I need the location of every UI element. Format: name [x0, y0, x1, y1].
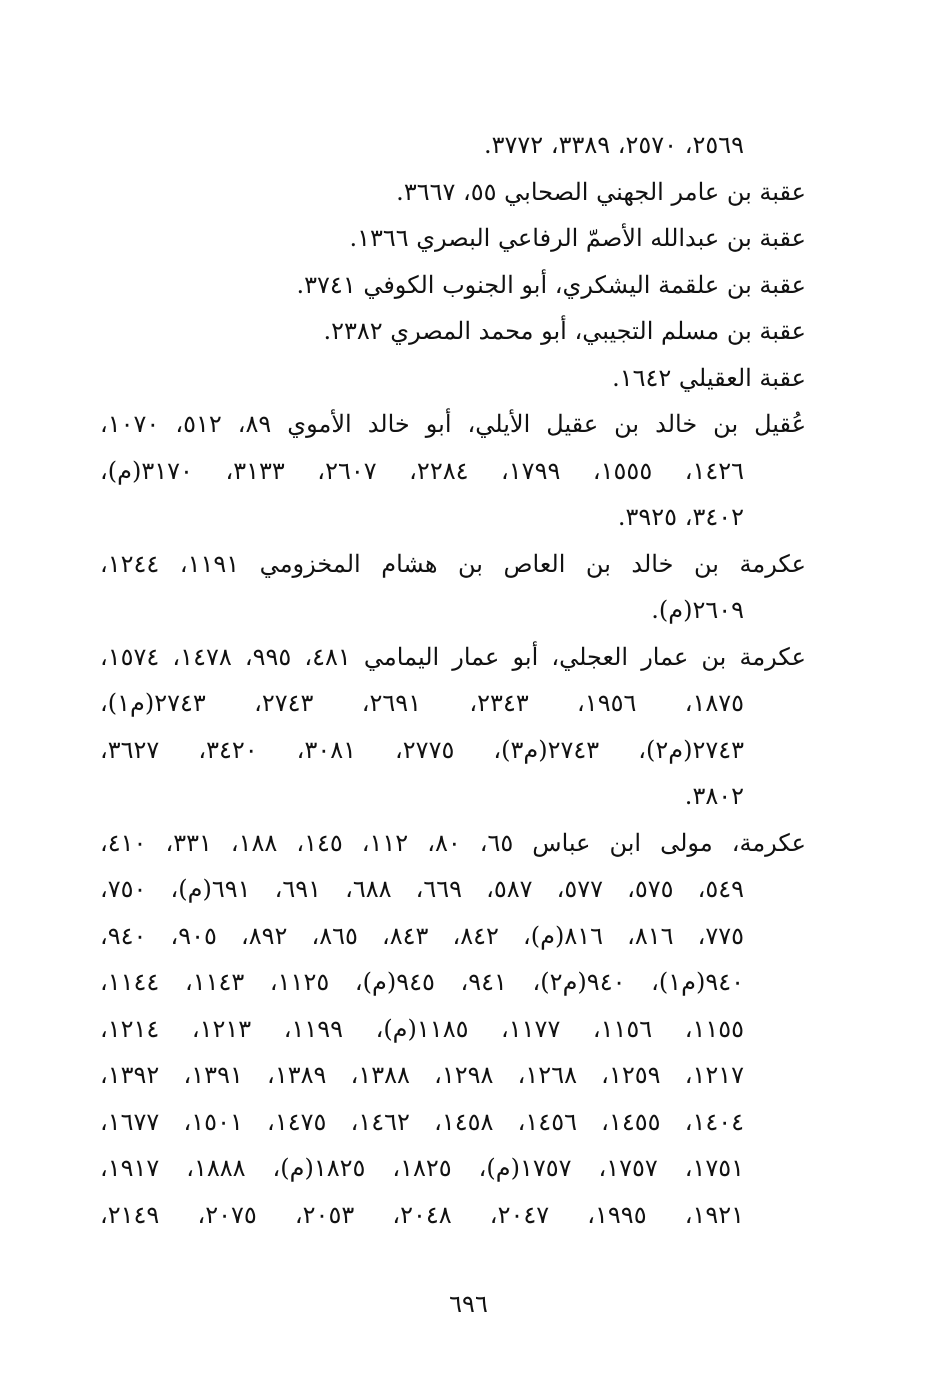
- index-line: عكرمة بن خالد بن العاص بن هشام المخزومي ١١٩١، ١٢٤٤،: [100, 549, 807, 578]
- index-line: عقبة بن مسلم التجيبي، أبو محمد المصري ٢٣٨٢.: [323, 317, 806, 345]
- index-line: ١٨٧٥، ١٩٥٦، ٢٣٤٣، ٢٦٩١، ٢٧٤٣، ٢٧٤٣(م١)،: [100, 689, 744, 717]
- index-line: ١٤٠٤، ١٤٥٥، ١٤٥٦، ١٤٥٨، ١٤٦٢، ١٤٧٥، ١٥٠١، ١٦٧٧،: [100, 1107, 745, 1136]
- index-line: عقبة بن عبدالله الأصمّ الرفاعي البصري ١٣٦٦.: [349, 224, 806, 252]
- index-line: عُقيل بن خالد بن عقيل الأيلي، أبو خالد الأموي ٨٩، ٥١٢، ١٠٧٠،: [100, 410, 807, 438]
- index-line: ٢٧٤٣(م٢)، ٢٧٤٣(م٣)، ٢٧٧٥، ٣٠٨١، ٣٤٢٠، ٣٦٢٧،: [100, 735, 744, 764]
- index-line: ٢٥٦٩، ٢٥٧٠، ٣٣٨٩، ٣٧٧٢.: [483, 131, 744, 159]
- index-line: عقبة العقيلي ١٦٤٢.: [612, 363, 806, 392]
- index-line: ١٩٢١، ١٩٩٥، ٢٠٤٧، ٢٠٤٨، ٢٠٥٣، ٢٠٧٥، ٢١٤٩،: [100, 1200, 745, 1229]
- page-number: ٦٩٦: [449, 1290, 488, 1318]
- index-line: ١٧٥١، ١٧٥٧، ١٧٥٧(م)، ١٨٢٥، ١٨٢٥(م)، ١٨٨٨، ١٩١٧،: [100, 1154, 744, 1182]
- index-line: ١٢١٧، ١٢٥٩، ١٢٦٨، ١٢٩٨، ١٣٨٨، ١٣٨٩، ١٣٩١، ١٣٩٢،: [100, 1061, 745, 1089]
- index-text-block: [100, 122, 806, 1238]
- index-line: ٧٧٥، ٨١٦، ٨١٦(م)، ٨٤٢، ٨٤٣، ٨٦٥، ٨٩٢، ٩٠٥، ٩٤٠،: [100, 921, 745, 950]
- index-line: عكرمة بن عمار العجلي، أبو عمار اليمامي ٤٨١، ٩٩٥، ١٤٧٨، ١٥٧٤،: [100, 642, 807, 671]
- index-line: عكرمة، مولى ابن عباس ٦٥، ٨٠، ١١٢، ١٤٥، ١٨٨، ٣٣١، ٤١٠،: [100, 828, 806, 857]
- index-line: ٣٨٠٢.: [684, 782, 744, 810]
- index-line: ٥٤٩، ٥٧٥، ٥٧٧، ٥٨٧، ٦٦٩، ٦٨٨، ٦٩١، ٦٩١(م)، ٧٥٠،: [100, 875, 745, 903]
- index-line: ١١٥٥، ١١٥٦، ١١٧٧، ١١٨٥(م)، ١١٩٩، ١٢١٣، ١٢١٤،: [100, 1014, 745, 1043]
- index-line: ١٤٢٦، ١٥٥٥، ١٧٩٩، ٢٢٨٤، ٢٦٠٧، ٣١٣٣، ٣١٧٠(م)،: [100, 456, 745, 485]
- index-line: ٩٤٠(م١)، ٩٤٠(م٢)، ٩٤١، ٩٤٥(م)، ١١٢٥، ١١٤٣، ١١٤٤،: [100, 968, 745, 996]
- index-line: ٢٦٠٩(م).: [651, 596, 744, 624]
- index-line: ٣٤٠٢، ٣٩٢٥.: [617, 503, 744, 531]
- index-line: عقبة بن عامر الجهني الصحابي ٥٥، ٣٦٦٧.: [396, 177, 806, 206]
- index-line: عقبة بن علقمة اليشكري، أبو الجنوب الكوفي ٣٧٤١.: [296, 270, 806, 299]
